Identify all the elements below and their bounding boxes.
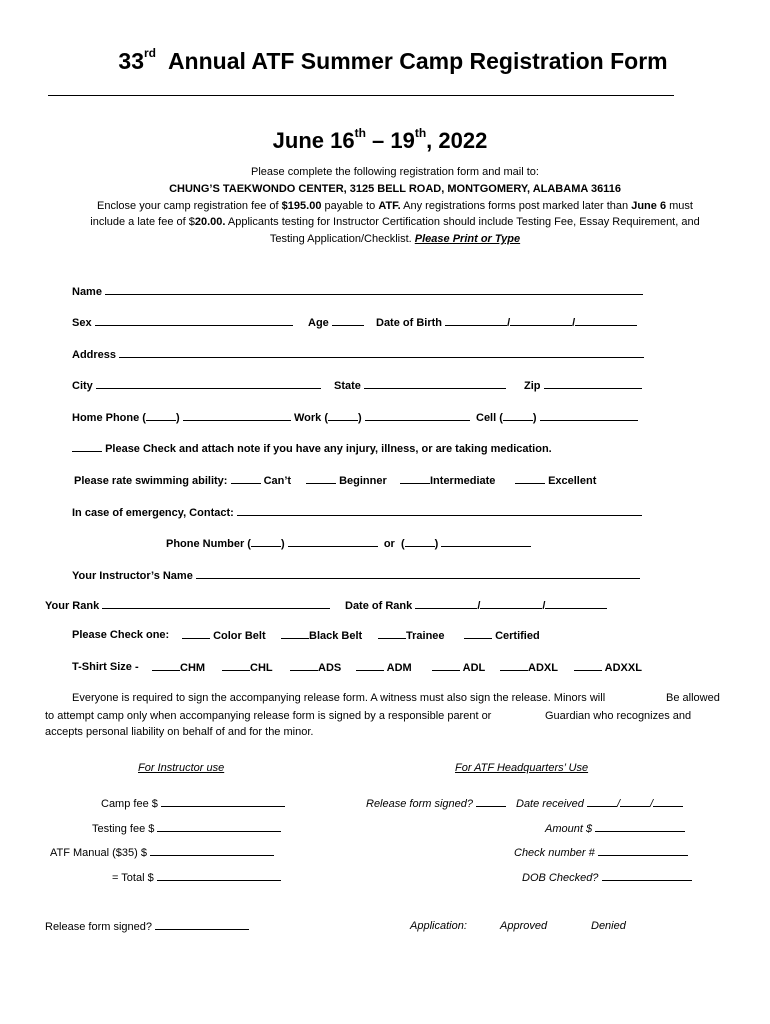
check-number-row: Check number # (514, 846, 688, 859)
rank-year-field[interactable] (545, 599, 607, 609)
intro-fee-line: Enclose your camp registration fee of $195.00 payable to ATF. Any registrations forms post marked later than June 6 must (97, 200, 693, 212)
tshirt-ads-checkbox[interactable] (290, 661, 318, 671)
age-field[interactable] (332, 316, 364, 326)
tshirt-adxxl-checkbox[interactable] (574, 661, 602, 671)
instructor-use-heading: For Instructor use (138, 762, 225, 774)
total-field[interactable] (157, 871, 281, 881)
emergency-phone-row: Phone Number ( ) or ( ) (166, 537, 531, 550)
home-phone-field[interactable] (183, 411, 291, 421)
check-number-field[interactable] (598, 846, 688, 856)
date-of-rank-row: Date of Rank / / (345, 599, 607, 612)
tshirt-chl-checkbox[interactable] (222, 661, 250, 671)
tshirt-option-adm: ADM (356, 661, 412, 674)
manual-fee-row: ATF Manual ($35) $ (50, 846, 274, 859)
check-one-label: Please Check one: (72, 629, 170, 641)
intro-late-fee-line: include a late fee of $20.00. Applicants testing for Instructor Certification should include Testing Fee, Essay Requirement, and (90, 216, 700, 228)
certified-checkbox[interactable] (464, 629, 492, 639)
instructor-row: Your Instructor’s Name (72, 569, 640, 582)
tshirt-adm-checkbox[interactable] (356, 661, 384, 671)
dob-month-field[interactable] (445, 316, 507, 326)
swim-beginner-option: Beginner (306, 474, 387, 487)
dob-row: Date of Birth / / (376, 316, 637, 329)
date-received-row: Date received / / (516, 797, 683, 810)
color-belt-checkbox[interactable] (182, 629, 210, 639)
rank-month-field[interactable] (415, 599, 477, 609)
certified-option: Certified (464, 629, 540, 642)
address-row: Address (72, 348, 644, 361)
city-row: City (72, 379, 321, 392)
testing-fee-row: Testing fee $ (92, 822, 281, 835)
cell-phone-field[interactable] (540, 411, 638, 421)
color-belt-option: Color Belt (182, 629, 266, 642)
hq-use-heading: For ATF Headquarters’ Use (455, 762, 589, 774)
trainee-option: Trainee (378, 629, 445, 642)
mailing-address: CHUNG’S TAEKWONDO CENTER, 3125 BELL ROAD, MONTGOMERY, ALABAMA 36116 (169, 183, 621, 195)
release-line-2-end: Guardian who recognizes and (545, 710, 692, 722)
emergency-contact-field[interactable] (237, 506, 642, 516)
swim-intermediate-checkbox[interactable] (400, 474, 430, 484)
name-row: Name (72, 285, 643, 298)
camp-fee-row: Camp fee $ (101, 797, 285, 810)
camp-fee-field[interactable] (161, 797, 285, 807)
intro-print-line: Testing Application/Checklist. Please Print or Type (269, 233, 521, 245)
dob-checked-field[interactable] (602, 871, 692, 881)
release-line-2: to attempt camp only when accompanying release form is signed by a responsible parent or (45, 710, 492, 722)
rank-field[interactable] (102, 599, 330, 609)
trainee-checkbox[interactable] (378, 629, 406, 639)
cell-area-code-field[interactable] (503, 411, 533, 421)
received-month-field[interactable] (587, 797, 617, 807)
swim-excellent-option: Excellent (515, 474, 596, 487)
address-field[interactable] (119, 348, 644, 358)
application-label: Application: (410, 920, 467, 932)
hq-release-signed-field[interactable] (476, 797, 506, 807)
instructor-name-field[interactable] (196, 569, 640, 579)
zip-row: Zip (524, 379, 642, 392)
amount-field[interactable] (595, 822, 685, 832)
approved-option[interactable]: Approved (500, 920, 548, 932)
tshirt-chm-checkbox[interactable] (152, 661, 180, 671)
swim-excellent-checkbox[interactable] (515, 474, 545, 484)
release-signed-field[interactable] (155, 920, 249, 930)
sex-field[interactable] (95, 316, 293, 326)
rank-row: Your Rank (45, 599, 330, 612)
amount-row: Amount $ (545, 822, 685, 835)
tshirt-option-ads: ADS (290, 661, 341, 674)
age-row: Age (308, 316, 364, 329)
tshirt-adl-checkbox[interactable] (432, 661, 460, 671)
zip-field[interactable] (544, 379, 642, 389)
emergency-phone-2[interactable] (441, 537, 531, 547)
tshirt-label: T-Shirt Size - (72, 661, 139, 673)
tshirt-option-adxl: ADXL (500, 661, 558, 674)
hq-release-signed-row: Release form signed? (366, 797, 506, 810)
name-field[interactable] (105, 285, 643, 295)
received-year-field[interactable] (653, 797, 683, 807)
camp-dates: June 16th – 19th, 2022 (272, 126, 488, 153)
total-row: = Total $ (112, 871, 281, 884)
home-phone-row: Home Phone ( ) (72, 411, 291, 424)
state-field[interactable] (364, 379, 506, 389)
tshirt-option-chl: CHL (222, 661, 273, 674)
tshirt-option-adxxl: ADXXL (574, 661, 642, 674)
city-field[interactable] (96, 379, 321, 389)
intro-line-1: Please complete the following registration form and mail to: (251, 166, 539, 178)
emergency-area-code-2[interactable] (405, 537, 435, 547)
release-line-3: accepts personal liability on behalf of and for the minor. (45, 726, 314, 738)
tshirt-option-chm: CHM (152, 661, 205, 674)
black-belt-option: Black Belt (281, 629, 362, 642)
dob-checked-row: DOB Checked? (522, 871, 692, 884)
sex-row: Sex (72, 316, 293, 329)
black-belt-checkbox[interactable] (281, 629, 309, 639)
dob-day-field[interactable] (510, 316, 572, 326)
emergency-phone-1[interactable] (288, 537, 378, 547)
tshirt-option-adl: ADL (432, 661, 485, 674)
emergency-area-code-1[interactable] (251, 537, 281, 547)
swim-row: Please rate swimming ability: Can’t (74, 475, 292, 487)
manual-fee-field[interactable] (150, 846, 274, 856)
received-day-field[interactable] (620, 797, 650, 807)
denied-option[interactable]: Denied (591, 920, 626, 932)
release-signed-row: Release form signed? (45, 920, 249, 933)
cell-phone-row: Cell ( ) (476, 411, 638, 424)
medical-checkbox[interactable] (72, 442, 102, 452)
swim-beginner-checkbox[interactable] (306, 474, 336, 484)
rank-day-field[interactable] (480, 599, 542, 609)
page-title: 33rd Annual ATF Summer Camp Registration Form (118, 46, 668, 74)
title-divider (48, 95, 674, 96)
swim-cant-checkbox[interactable] (231, 474, 261, 484)
medical-row: Please Check and attach note if you have any injury, illness, or are taking medication. (72, 442, 552, 455)
work-phone-row: Work ( ) (294, 411, 470, 424)
work-phone-field[interactable] (365, 411, 470, 421)
swim-intermediate-option: Intermediate (400, 474, 495, 487)
state-row: State (334, 379, 506, 392)
emergency-row: In case of emergency, Contact: (72, 506, 642, 519)
work-area-code-field[interactable] (328, 411, 358, 421)
release-line-1: Everyone is required to sign the accompanying release form. A witness must also sign the release. Minors will (72, 692, 606, 704)
dob-year-field[interactable] (575, 316, 637, 326)
tshirt-adxl-checkbox[interactable] (500, 661, 528, 671)
release-line-1-end: Be allowed (666, 692, 720, 704)
home-area-code-field[interactable] (146, 411, 176, 421)
testing-fee-field[interactable] (157, 822, 281, 832)
